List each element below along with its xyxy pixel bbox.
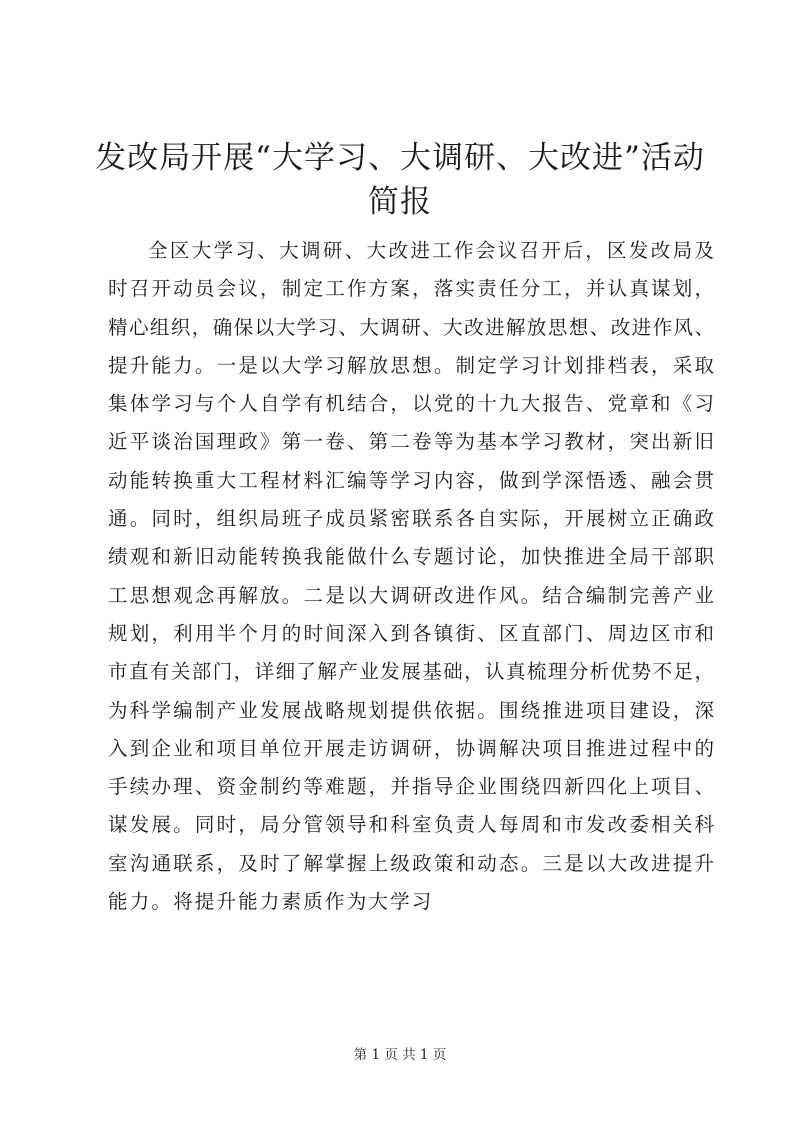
title-line-1: 发改局开展“大学习、大调研、大改进”活动 — [95, 140, 705, 176]
body-line: 集体学习与个人自学有机结合，以党的十九大报告、党章和《习 — [108, 392, 714, 416]
body-line: 规划，利用半个月的时间深入到各镇街、区直部门、周边区市和 — [108, 621, 714, 645]
page-number-label: 第 1 页 共 1 页 — [353, 1047, 447, 1063]
body-line: 提升能力。一是以大学习解放思想。制定学习计划排档表，采取 — [108, 353, 714, 377]
body-line: 绩观和新旧动能转换我能做什么专题讨论，加快推进全局干部职 — [108, 545, 714, 569]
body-line: 入到企业和项目单位开展走访调研，协调解决项目推进过程中的 — [108, 736, 714, 760]
body-line: 近平谈治国理政》第一卷、第二卷等为基本学习教材，突出新旧 — [108, 430, 714, 454]
body-paragraph — [108, 232, 714, 921]
body-line: 能力。将提升能力素质作为大学习 — [108, 890, 434, 914]
body-line: 工思想观念再解放。二是以大调研改进作风。结合编制完善产业 — [108, 583, 714, 607]
body-line: 动能转换重大工程材料汇编等学习内容，做到学深悟透、融会贯 — [108, 468, 714, 492]
body-line: 全区大学习、大调研、大改进工作会议召开后，区发改局及 — [148, 239, 714, 262]
body-line: 为科学编制产业发展战略规划提供依据。围绕推进项目建设，深 — [108, 698, 714, 722]
body-line: 室沟通联系，及时了解掌握上级政策和动态。三是以大改进提升 — [108, 851, 714, 875]
body-line: 时召开动员会议，制定工作方案，落实责任分工，并认真谋划， — [108, 277, 714, 301]
body-line: 通。同时，组织局班子成员紧密联系各自实际，开展树立正确政 — [108, 507, 714, 531]
body-line: 手续办理、资金制约等难题，并指导企业围绕四新四化上项目、 — [108, 775, 714, 799]
body-line: 精心组织，确保以大学习、大调研、大改进解放思想、改进作风、 — [108, 315, 714, 339]
page-footer — [0, 1043, 800, 1063]
title-line-2: 简报 — [368, 184, 432, 220]
body-line: 市直有关部门，详细了解产业发展基础，认真梳理分析优势不足， — [108, 660, 714, 684]
body-line: 谋发展。同时，局分管领导和科室负责人每周和市发改委相关科 — [108, 813, 714, 837]
document-title — [95, 136, 705, 224]
